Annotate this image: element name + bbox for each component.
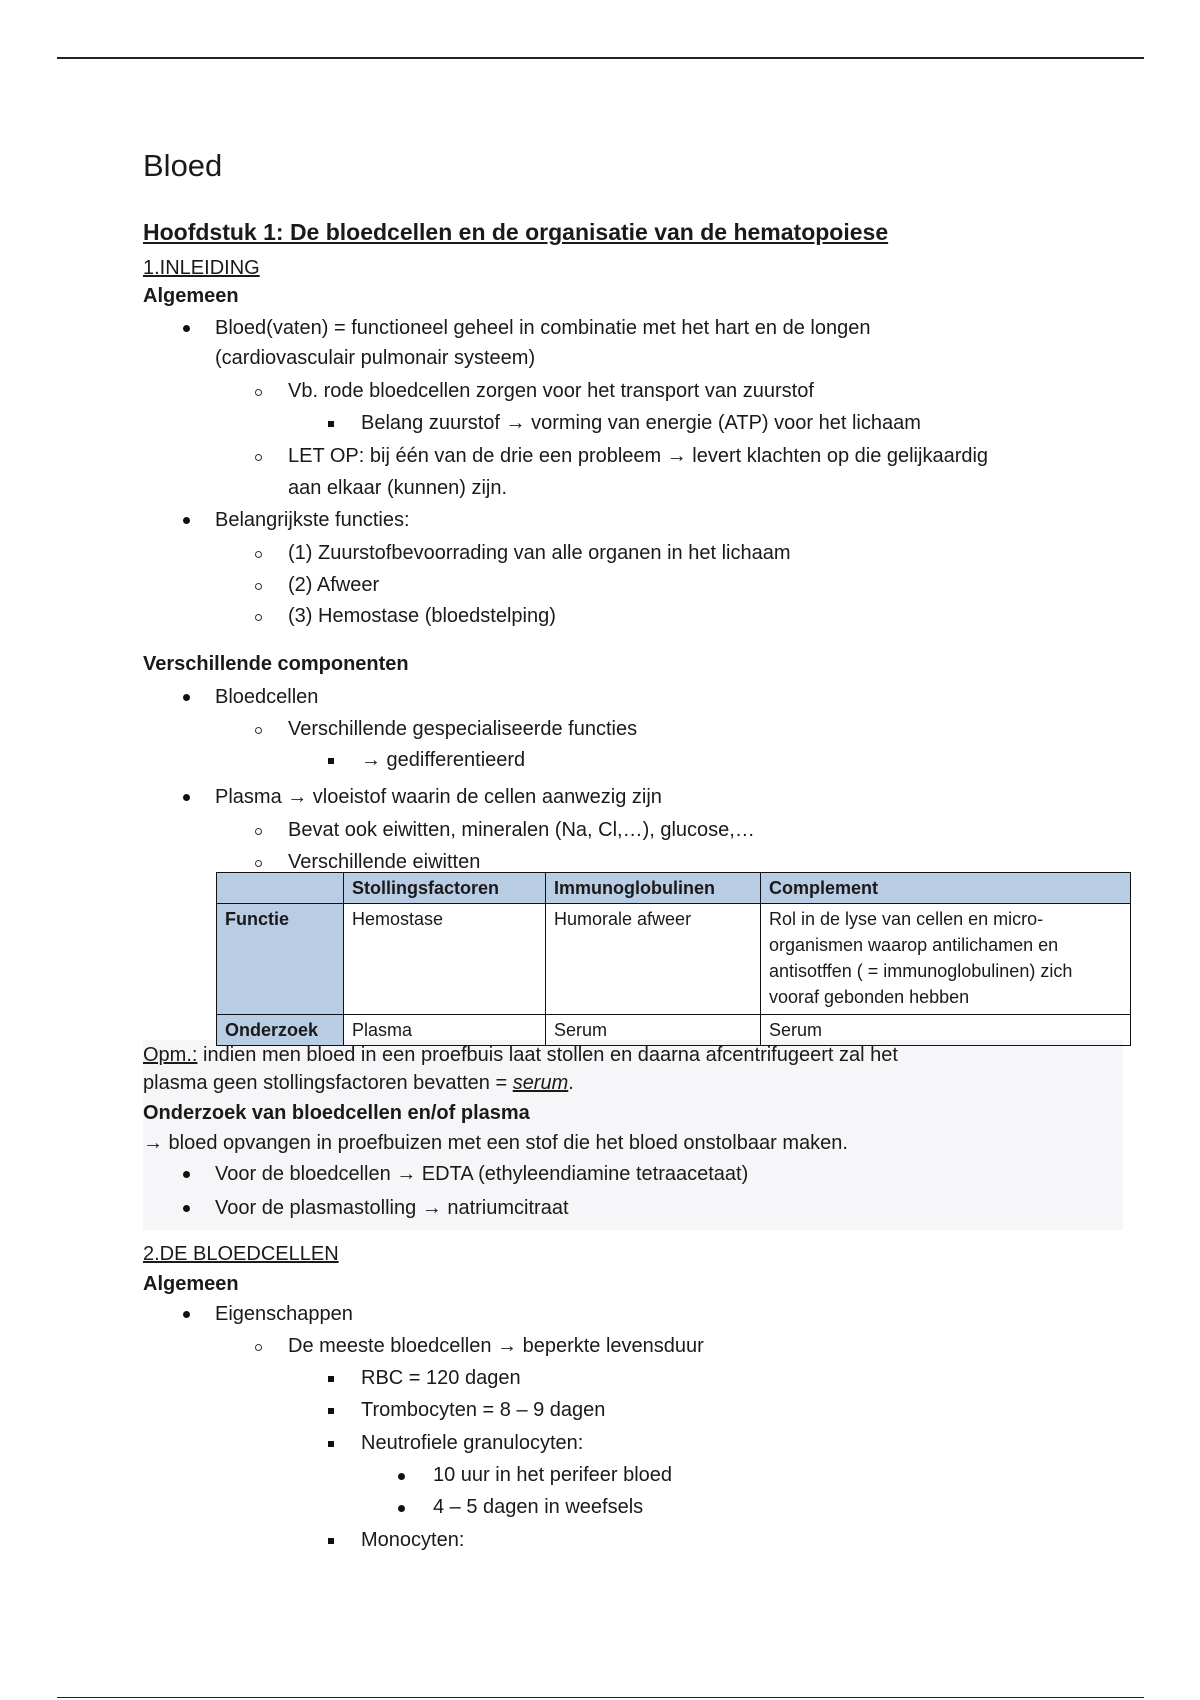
table-cell: Serum [761, 1015, 1131, 1046]
cell-line: vooraf gebonden hebben [769, 987, 970, 1007]
serum-term: serum [512, 1072, 569, 1094]
bottom-rule [57, 1697, 1144, 1698]
list-item: 4 – 5 dagen in weefsels [433, 1496, 644, 1518]
list-item: Vb. rode bloedcellen zorgen voor het transport van zuurstof [288, 380, 814, 402]
bullet-circle [255, 583, 262, 590]
list-item-cont: aan elkaar (kunnen) zijn. [288, 477, 508, 499]
table-header-cell: Complement [761, 873, 1131, 904]
list-item: RBC = 120 dagen [361, 1367, 521, 1389]
list-item: Verschillende gespecialiseerde functies [288, 718, 638, 740]
list-item: Voor de bloedcellen → EDTA (ethyleendiamine tetraacetaat) [215, 1163, 749, 1185]
table-row [217, 1015, 1131, 1046]
bullet-square [328, 1538, 334, 1544]
table-header-cell [217, 873, 344, 904]
remark-label: Opm.: [143, 1044, 198, 1066]
cell-line: Rol in de lyse van cellen en micro- [769, 909, 1044, 929]
proteins-table [216, 872, 1131, 1046]
list-item: Belangrijkste functies: [215, 509, 410, 531]
subheading-onderzoek: Onderzoek van bloedcellen en/of plasma [143, 1102, 530, 1124]
list-item: (2) Afweer [288, 574, 380, 596]
remark-text: indien men bloed in een proefbuis laat stollen en daarna afcentrifugeert zal het [197, 1044, 898, 1066]
list-item: Bevat ook eiwitten, mineralen (Na, Cl,…), glucose,… [288, 819, 755, 841]
remark-line-1 [143, 1043, 898, 1067]
row-header-cell: Functie [217, 904, 344, 1015]
paragraph: → bloed opvangen in proefbuizen met een stof die het bloed onstolbaar maken. [143, 1132, 848, 1154]
subheading-algemeen-2: Algemeen [143, 1273, 239, 1295]
bullet-square [328, 1408, 334, 1414]
subheading-algemeen: Algemeen [143, 285, 239, 307]
table-cell: Humorale afweer [546, 904, 761, 1015]
table-header-row [217, 873, 1131, 904]
list-item: Trombocyten = 8 – 9 dagen [361, 1399, 606, 1421]
bullet-circle [255, 727, 262, 734]
bullet-dot [398, 1473, 405, 1480]
list-item: Bloedcellen [215, 686, 319, 708]
chapter-heading: Hoofdstuk 1: De bloedcellen en de organisatie van de hematopoiese [143, 219, 889, 245]
bullet-dot [183, 517, 190, 524]
remark-text: plasma geen stollingsfactoren bevatten = [143, 1072, 513, 1094]
table-cell: Serum [546, 1015, 761, 1046]
bullet-dot [183, 794, 190, 801]
list-item: De meeste bloedcellen → beperkte levensduur [288, 1335, 704, 1357]
bullet-circle [255, 389, 262, 396]
list-item: Neutrofiele granulocyten: [361, 1432, 584, 1454]
list-item: Bloed(vaten) = functioneel geheel in combinatie met het hart en de longen [215, 317, 871, 339]
list-item: Voor de plasmastolling → natriumcitraat [215, 1197, 569, 1219]
bullet-circle [255, 454, 262, 461]
subheading-componenten: Verschillende componenten [143, 653, 409, 675]
bullet-circle [255, 860, 262, 867]
table-cell [761, 904, 1131, 1015]
bullet-circle [255, 828, 262, 835]
list-item: Monocyten: [361, 1529, 465, 1551]
bullet-dot [183, 694, 190, 701]
top-rule [57, 57, 1144, 59]
cell-line: antisotffen ( = immunoglobulinen) zich [769, 961, 1073, 981]
list-item: → gedifferentieerd [361, 749, 526, 771]
bullet-square [328, 758, 334, 764]
bullet-square [328, 1441, 334, 1447]
table-header-cell: Stollingsfactoren [344, 873, 546, 904]
row-header-cell: Onderzoek [217, 1015, 344, 1046]
bullet-square [328, 1376, 334, 1382]
list-item: Eigenschappen [215, 1303, 353, 1325]
bullet-dot [183, 1171, 190, 1178]
page-title: Bloed [143, 148, 223, 183]
bullet-dot [183, 1205, 190, 1212]
bullet-circle [255, 551, 262, 558]
list-item: Belang zuurstof → vorming van energie (ATP) voor het lichaam [361, 412, 921, 434]
list-item: Plasma → vloeistof waarin de cellen aanwezig zijn [215, 786, 662, 808]
section-heading-2: 2.DE BLOEDCELLEN [143, 1243, 339, 1265]
table-cell: Hemostase [344, 904, 546, 1015]
list-item: LET OP: bij één van de drie een probleem → levert klachten op die gelijkaardig [288, 445, 989, 467]
table-row [217, 904, 1131, 1015]
list-item: 10 uur in het perifeer bloed [433, 1464, 673, 1486]
bullet-circle [255, 614, 262, 621]
list-item: (3) Hemostase (bloedstelping) [288, 605, 556, 627]
bullet-dot [183, 325, 190, 332]
list-item: Verschillende eiwitten [288, 851, 481, 873]
section-heading-1: 1.INLEIDING [143, 257, 260, 279]
bullet-dot [183, 1311, 190, 1318]
period: . [568, 1072, 574, 1094]
table-header-cell: Immunoglobulinen [546, 873, 761, 904]
table-cell: Plasma [344, 1015, 546, 1046]
cell-line: organismen waarop antilichamen en [769, 935, 1059, 955]
list-item: (1) Zuurstofbevoorrading van alle organen in het lichaam [288, 542, 791, 564]
bullet-circle [255, 1344, 262, 1351]
bullet-dot [398, 1505, 405, 1512]
remark-line-2 [143, 1071, 574, 1095]
bullet-square [328, 421, 334, 427]
list-item-cont: (cardiovasculair pulmonair systeem) [215, 347, 536, 369]
